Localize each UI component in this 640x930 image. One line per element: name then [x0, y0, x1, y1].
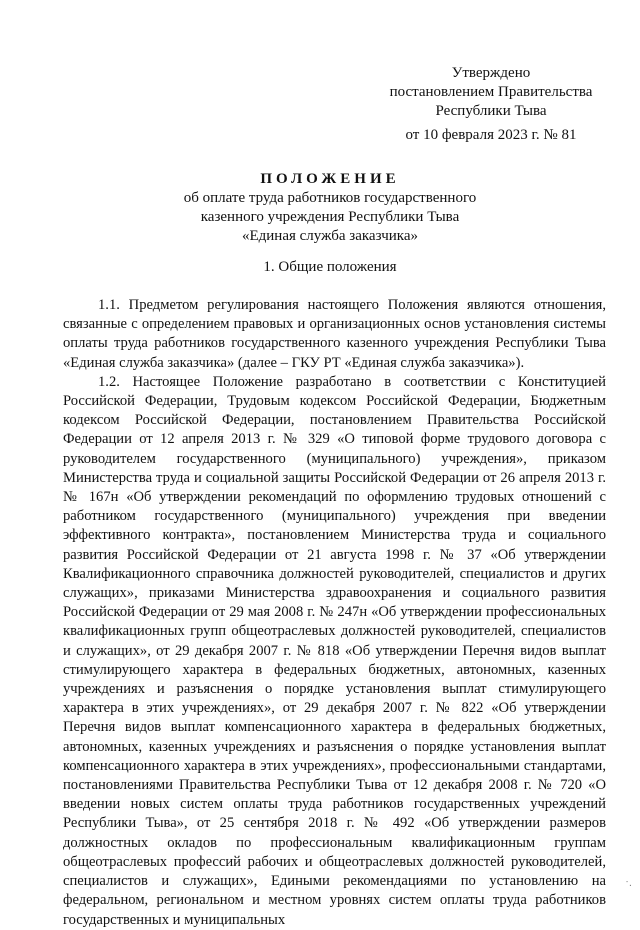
approval-line-approved: Утверждено [451, 65, 531, 81]
paragraph-1-1: 1.1. Предметом регулирования настоящего Положения являются отношения, связанные с определением правовых и организационных основ установления системы оплаты труда работников государственного казенного учреждения Республики Тыва «Единая служба заказчика» (далее – ГКУ РТ «Единая служба заказчика»). [63, 297, 606, 371]
approval-line-resolution: постановлением Правительства [389, 84, 593, 100]
document-title: ПОЛОЖЕНИЕ [260, 171, 400, 187]
document-subtitle-line-2: казенного учреждения Республики Тыва [200, 209, 460, 225]
approval-line-republic: Республики Тыва [435, 103, 547, 119]
paragraph-1-2: 1.2. Настоящее Положение разработано в соответствии с Конституцией Российской Федерации, Трудовым кодексом Российской Федерации, Бюджетным кодексом Российской Федерации, постановлением Правительства Российской Федерации от 12 апреля 2013 г. № 329 «О типовой форме трудового договора с руководителем государственного (муниципального) учреждения», приказом Министерства труда и социальной защиты Российской Федерации от 26 апреля 2013 г. № 167н «Об утверждении рекомендаций по оформлению трудовых отношений с работником государственного (муниципального) учреждения при введении эффективного контракта», постановлением Министерства труда и социального развития Российской Федерации от 21 августа 1998 г. № 37 «Об утверждении Квалификационного справочника должностей руководителей, специалистов и других служащих», приказами Министерства здравоохранения и социального развития Российской Федерации от 29 мая 2008 г. № 247н «Об утверждении профессиональных квалификационных групп общеотраслевых должностей руководителей, специалистов и служащих», от 29 декабря 2007 г. № 818 «Об утверждении Перечня видов выплат стимулирующего характера в федеральных бюджетных, автономных, казенных учреждениях и разъяснения о порядке установления выплат стимулирующего характера в этих учреждениях», от 29 декабря 2007 г. № 822 «Об утверждении Перечня видов выплат компенсационного характера в федеральных бюджетных, автономных, казенных учреждениях и разъяснения о порядке установления выплат компенсационного характера в этих учреждениях», профессиональными стандартами, постановлениями Правительства Республики Тыва от 12 декабря 2008 г. № 720 «О введении новых систем оплаты труда работников государственных учреждений Республики Тыва», от 25 сентября 2018 г. № 492 «Об утверждении размеров должностных окладов по профессиональным квалификационным группам общеотраслевых профессий рабочих и общеотраслевых должностей руководителей, специалистов и служащих», Едиными рекомендациями по установлению на федеральном, региональном и местном уровнях систем оплаты труда работников государственных и муниципальных [63, 373, 606, 928]
section-title: 1. Общие положения [263, 259, 397, 275]
approval-date: от 10 февраля 2023 г. № 81 [405, 127, 577, 143]
document-body [63, 296, 606, 930]
document-subtitle-line-1: об оплате труда работников государственного [183, 190, 477, 206]
document-heading [60, 170, 600, 246]
approval-block [375, 64, 607, 121]
document-subtitle-line-3: «Единая служба заказчика» [241, 228, 419, 244]
corner-mark: ·˙ [626, 879, 637, 887]
